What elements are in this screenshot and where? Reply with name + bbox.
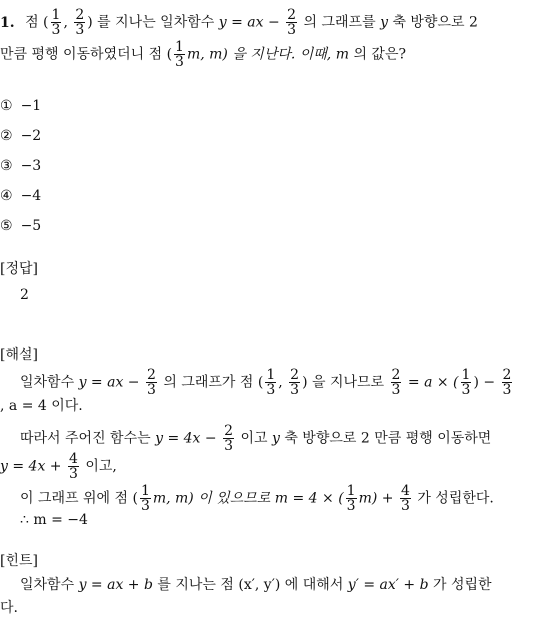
hint-line-1 xyxy=(20,575,492,595)
option-marker: ② xyxy=(0,128,13,144)
answer-label: [정답] xyxy=(0,261,38,277)
fraction: $\frac{2}{3}$ xyxy=(391,367,401,398)
solution-label: [해설] xyxy=(0,347,38,363)
solution-line-1 xyxy=(20,368,514,397)
text: 축 방향으로 2 만큼 평행 이동하면 xyxy=(284,430,492,447)
option-2[interactable] xyxy=(0,126,41,146)
text: ) 를 지나는 일차함수 xyxy=(87,14,215,31)
fraction: $\frac{1}{3}$ xyxy=(346,483,356,514)
solution-line-3 xyxy=(20,424,491,453)
fraction: $\frac{4}{3}$ xyxy=(400,483,410,514)
fraction: $\frac{2}{3}$ xyxy=(290,367,300,398)
text: ) − xyxy=(473,374,496,391)
question-number: 1. xyxy=(0,14,15,31)
option-value: −1 xyxy=(20,98,42,114)
question-line-1 xyxy=(0,8,478,37)
text: 축 방향으로 2 xyxy=(392,14,478,31)
text: , xyxy=(63,14,68,31)
fraction: $\frac{1}{3}$ xyxy=(140,483,150,514)
equation: y′ = ax′ + b xyxy=(347,577,429,593)
text: 이고, xyxy=(85,458,117,475)
hint-line-2: 다. xyxy=(0,600,18,616)
fraction: $\frac{2}{3}$ xyxy=(502,367,512,398)
variable: m xyxy=(335,46,349,63)
option-3[interactable] xyxy=(0,156,41,176)
option-value: −5 xyxy=(20,218,42,234)
solution-line-4 xyxy=(0,452,117,481)
question-line-2 xyxy=(0,40,406,69)
text: 일차함수 xyxy=(20,374,75,391)
hint-label: [힌트] xyxy=(0,553,38,569)
text: , xyxy=(278,374,283,391)
text: 의 값은? xyxy=(353,46,406,63)
fraction: $\frac{2}{3}$ xyxy=(75,7,85,38)
solution-line-6: ∴ m = −4 xyxy=(20,512,88,528)
equation: y = ax + b xyxy=(78,577,153,593)
equation: y = 4x + xyxy=(0,458,62,475)
fraction: $\frac{4}{3}$ xyxy=(68,451,78,482)
equation: = a × ( xyxy=(407,374,459,391)
text: m, m) 을 지난다. 이때, xyxy=(186,46,332,63)
variable: y xyxy=(271,430,280,447)
option-5[interactable] xyxy=(0,216,41,236)
text: 가 성립한다. xyxy=(417,490,494,507)
text: 이 그래프 위에 점 ( xyxy=(20,490,138,507)
option-1[interactable] xyxy=(0,96,41,116)
equation: y = 4x − xyxy=(155,430,217,447)
equation: m = 4 × ( xyxy=(274,490,344,507)
equation: y = ax − xyxy=(218,14,280,31)
fraction: $\frac{1}{3}$ xyxy=(266,367,276,398)
fraction: $\frac{2}{3}$ xyxy=(146,367,156,398)
text: 의 그래프가 점 ( xyxy=(163,374,264,391)
option-marker: ⑤ xyxy=(0,218,13,234)
fraction: $\frac{1}{3}$ xyxy=(175,39,184,70)
equation: y = ax − xyxy=(78,374,140,391)
option-marker: ④ xyxy=(0,188,13,204)
text: 를 지나는 점 (x′, y′) 에 대해서 xyxy=(157,577,344,593)
option-value: −3 xyxy=(20,158,42,174)
option-value: −4 xyxy=(20,188,42,204)
fraction: $\frac{1}{3}$ xyxy=(51,7,61,38)
text: ) 을 지나므로 xyxy=(302,374,385,391)
solution-line-2: , a = 4 이다. xyxy=(0,398,83,414)
text: 점 ( xyxy=(25,14,49,31)
fraction: $\frac{2}{3}$ xyxy=(224,423,233,454)
option-marker: ① xyxy=(0,98,13,114)
text: m) + xyxy=(358,490,394,507)
option-marker: ③ xyxy=(0,158,13,174)
text: 만큼 평행 이동하였더니 점 ( xyxy=(0,46,173,63)
solution-line-5 xyxy=(20,484,494,513)
fraction: $\frac{1}{3}$ xyxy=(461,367,471,398)
option-value: −2 xyxy=(20,128,42,144)
text: 따라서 주어진 함수는 xyxy=(20,430,151,447)
text: m, m) 이 있으므로 xyxy=(152,490,271,507)
option-4[interactable] xyxy=(0,186,41,206)
fraction: $\frac{2}{3}$ xyxy=(287,7,297,38)
text: 일차함수 xyxy=(20,577,75,593)
text: 의 그래프를 xyxy=(303,14,376,31)
variable: y xyxy=(380,14,388,31)
text: 이고 xyxy=(240,430,268,447)
text: 가 성립한 xyxy=(432,577,492,593)
answer-value: 2 xyxy=(20,287,29,303)
